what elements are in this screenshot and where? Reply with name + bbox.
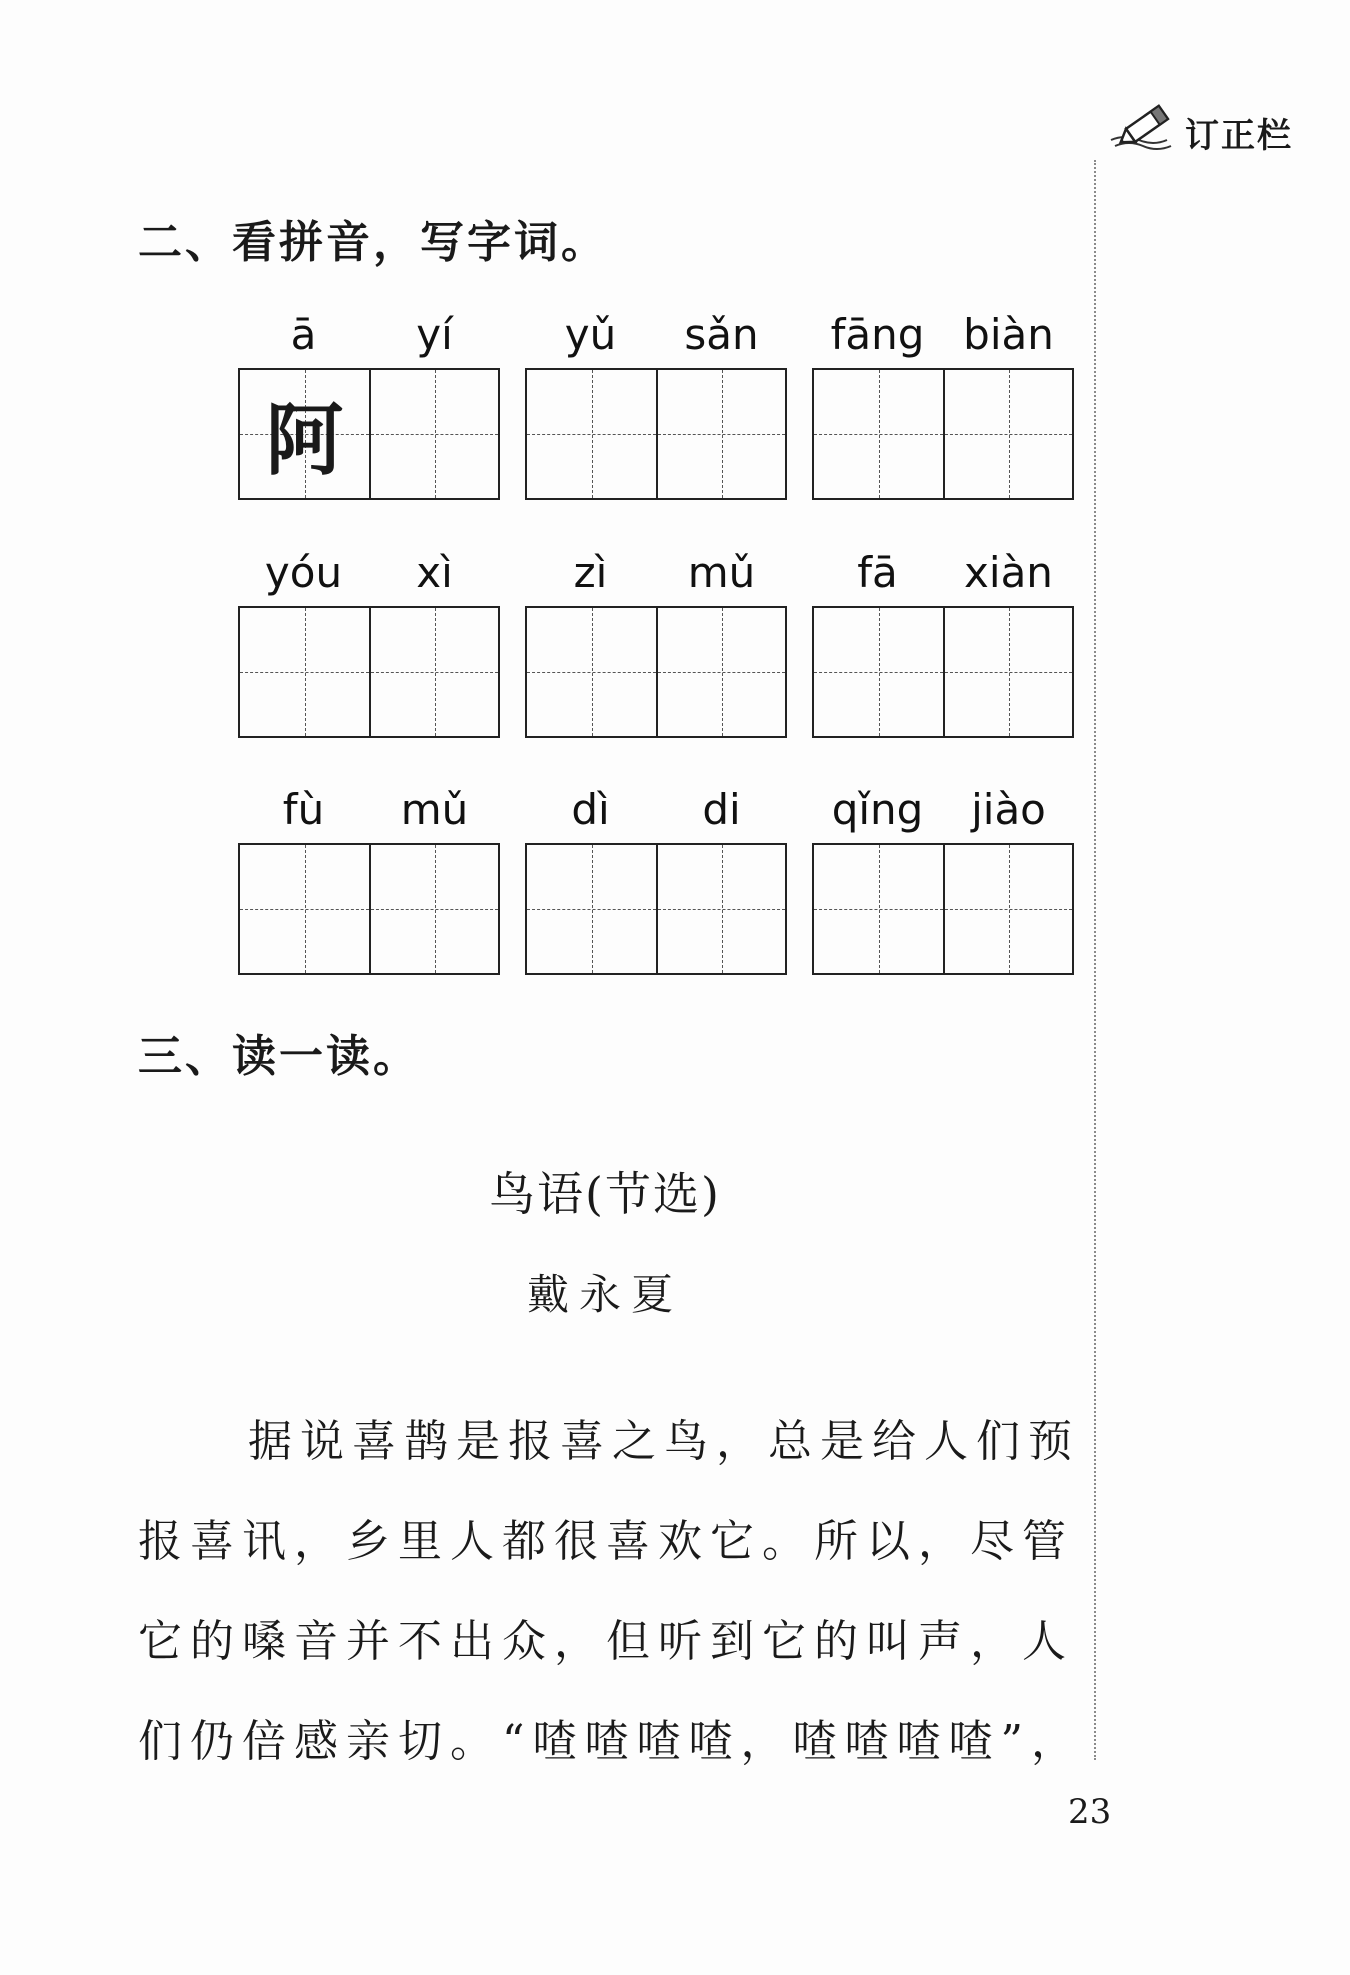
word-group [525, 310, 787, 500]
word-group [812, 548, 1074, 738]
pinyin-syllable: fù [282, 785, 325, 834]
pinyin-syllable: qǐng [831, 785, 924, 834]
writing-box[interactable] [656, 370, 785, 498]
writing-box[interactable] [814, 845, 943, 973]
word-group [525, 785, 787, 975]
pinyin-syllable: xiàn [964, 548, 1053, 597]
word-group [238, 310, 500, 500]
writing-box[interactable] [814, 370, 943, 498]
written-character [527, 370, 656, 498]
pinyin-row [525, 785, 787, 837]
pinyin-row [525, 310, 787, 362]
writing-box[interactable] [240, 370, 369, 498]
writing-box-pair [812, 843, 1074, 975]
written-character [371, 608, 498, 736]
writing-box-pair [238, 606, 500, 738]
writing-box-pair [812, 368, 1074, 500]
writing-box[interactable] [369, 845, 498, 973]
writing-box[interactable] [527, 608, 656, 736]
written-character [371, 845, 498, 973]
pinyin-syllable: yóu [264, 548, 343, 597]
pinyin-row [812, 785, 1074, 837]
pinyin-row [812, 548, 1074, 600]
pinyin-syllable: mǔ [400, 785, 469, 834]
pinyin-syllable: jiào [971, 785, 1046, 834]
word-group [812, 310, 1074, 500]
writing-box-pair [812, 606, 1074, 738]
passage-title: 鸟语(节选) [489, 1167, 721, 1221]
writing-box-pair [238, 843, 500, 975]
written-character [945, 370, 1072, 498]
writing-box-pair [525, 843, 787, 975]
word-group [812, 785, 1074, 975]
section-3-title: 三、读一读。 [138, 1031, 420, 1082]
writing-box[interactable] [369, 608, 498, 736]
pinyin-syllable: fāng [830, 310, 925, 359]
word-group [525, 548, 787, 738]
written-character [945, 845, 1072, 973]
pencil-icon [1105, 88, 1185, 158]
written-character [814, 370, 943, 498]
writing-box-pair [525, 606, 787, 738]
written-character [658, 845, 785, 973]
pinyin-row [238, 548, 500, 600]
pinyin-syllable: di [702, 785, 741, 834]
writing-box-pair [525, 368, 787, 500]
passage-author: 戴永夏 [526, 1270, 683, 1319]
pinyin-syllable: mǔ [687, 548, 756, 597]
correction-column-header [1105, 88, 1320, 158]
page-number: 23 [1068, 1792, 1112, 1832]
writing-box[interactable] [943, 608, 1072, 736]
passage-line: 报喜讯，乡里人都很喜欢它。所以，尽管 [138, 1516, 1074, 1567]
pinyin-row [238, 785, 500, 837]
pinyin-syllable: dì [571, 785, 610, 834]
passage-line: 据说喜鹊是报喜之鸟，总是给人们预 [248, 1416, 1080, 1467]
section-2-title: 二、看拼音，写字词。 [138, 217, 608, 268]
correction-column-title: 订正栏 [1185, 116, 1293, 156]
writing-box[interactable] [527, 845, 656, 973]
writing-box[interactable] [814, 608, 943, 736]
written-character: 阿 [265, 395, 344, 486]
written-character [658, 370, 785, 498]
passage-line: 它的嗓音并不出众，但听到它的叫声，人 [138, 1616, 1074, 1667]
pinyin-syllable: biàn [963, 310, 1054, 359]
word-group [238, 785, 500, 975]
writing-box[interactable] [527, 370, 656, 498]
pinyin-syllable: yǔ [564, 310, 617, 359]
written-character [814, 845, 943, 973]
written-character [240, 608, 369, 736]
written-character [371, 370, 498, 498]
writing-box[interactable] [943, 845, 1072, 973]
pinyin-syllable: zì [573, 548, 608, 597]
written-character [240, 845, 369, 973]
pinyin-syllable: yí [416, 310, 453, 359]
writing-box[interactable] [240, 608, 369, 736]
pinyin-syllable: fā [857, 548, 898, 597]
writing-box-pair [238, 368, 500, 500]
passage-line: 们仍倍感亲切。“喳喳喳喳，喳喳喳喳”， [138, 1716, 1083, 1767]
written-character [527, 845, 656, 973]
writing-box[interactable] [656, 845, 785, 973]
pinyin-syllable: xì [416, 548, 453, 597]
pinyin-syllable: sǎn [684, 310, 759, 359]
writing-box[interactable] [369, 370, 498, 498]
pinyin-row [812, 310, 1074, 362]
written-character [945, 608, 1072, 736]
writing-box[interactable] [943, 370, 1072, 498]
pinyin-syllable: ā [290, 310, 317, 359]
written-character [814, 608, 943, 736]
written-character [658, 608, 785, 736]
written-character [527, 608, 656, 736]
correction-column-divider [1094, 160, 1096, 1760]
writing-box[interactable] [656, 608, 785, 736]
word-group [238, 548, 500, 738]
pinyin-row [238, 310, 500, 362]
pinyin-row [525, 548, 787, 600]
writing-box[interactable] [240, 845, 369, 973]
